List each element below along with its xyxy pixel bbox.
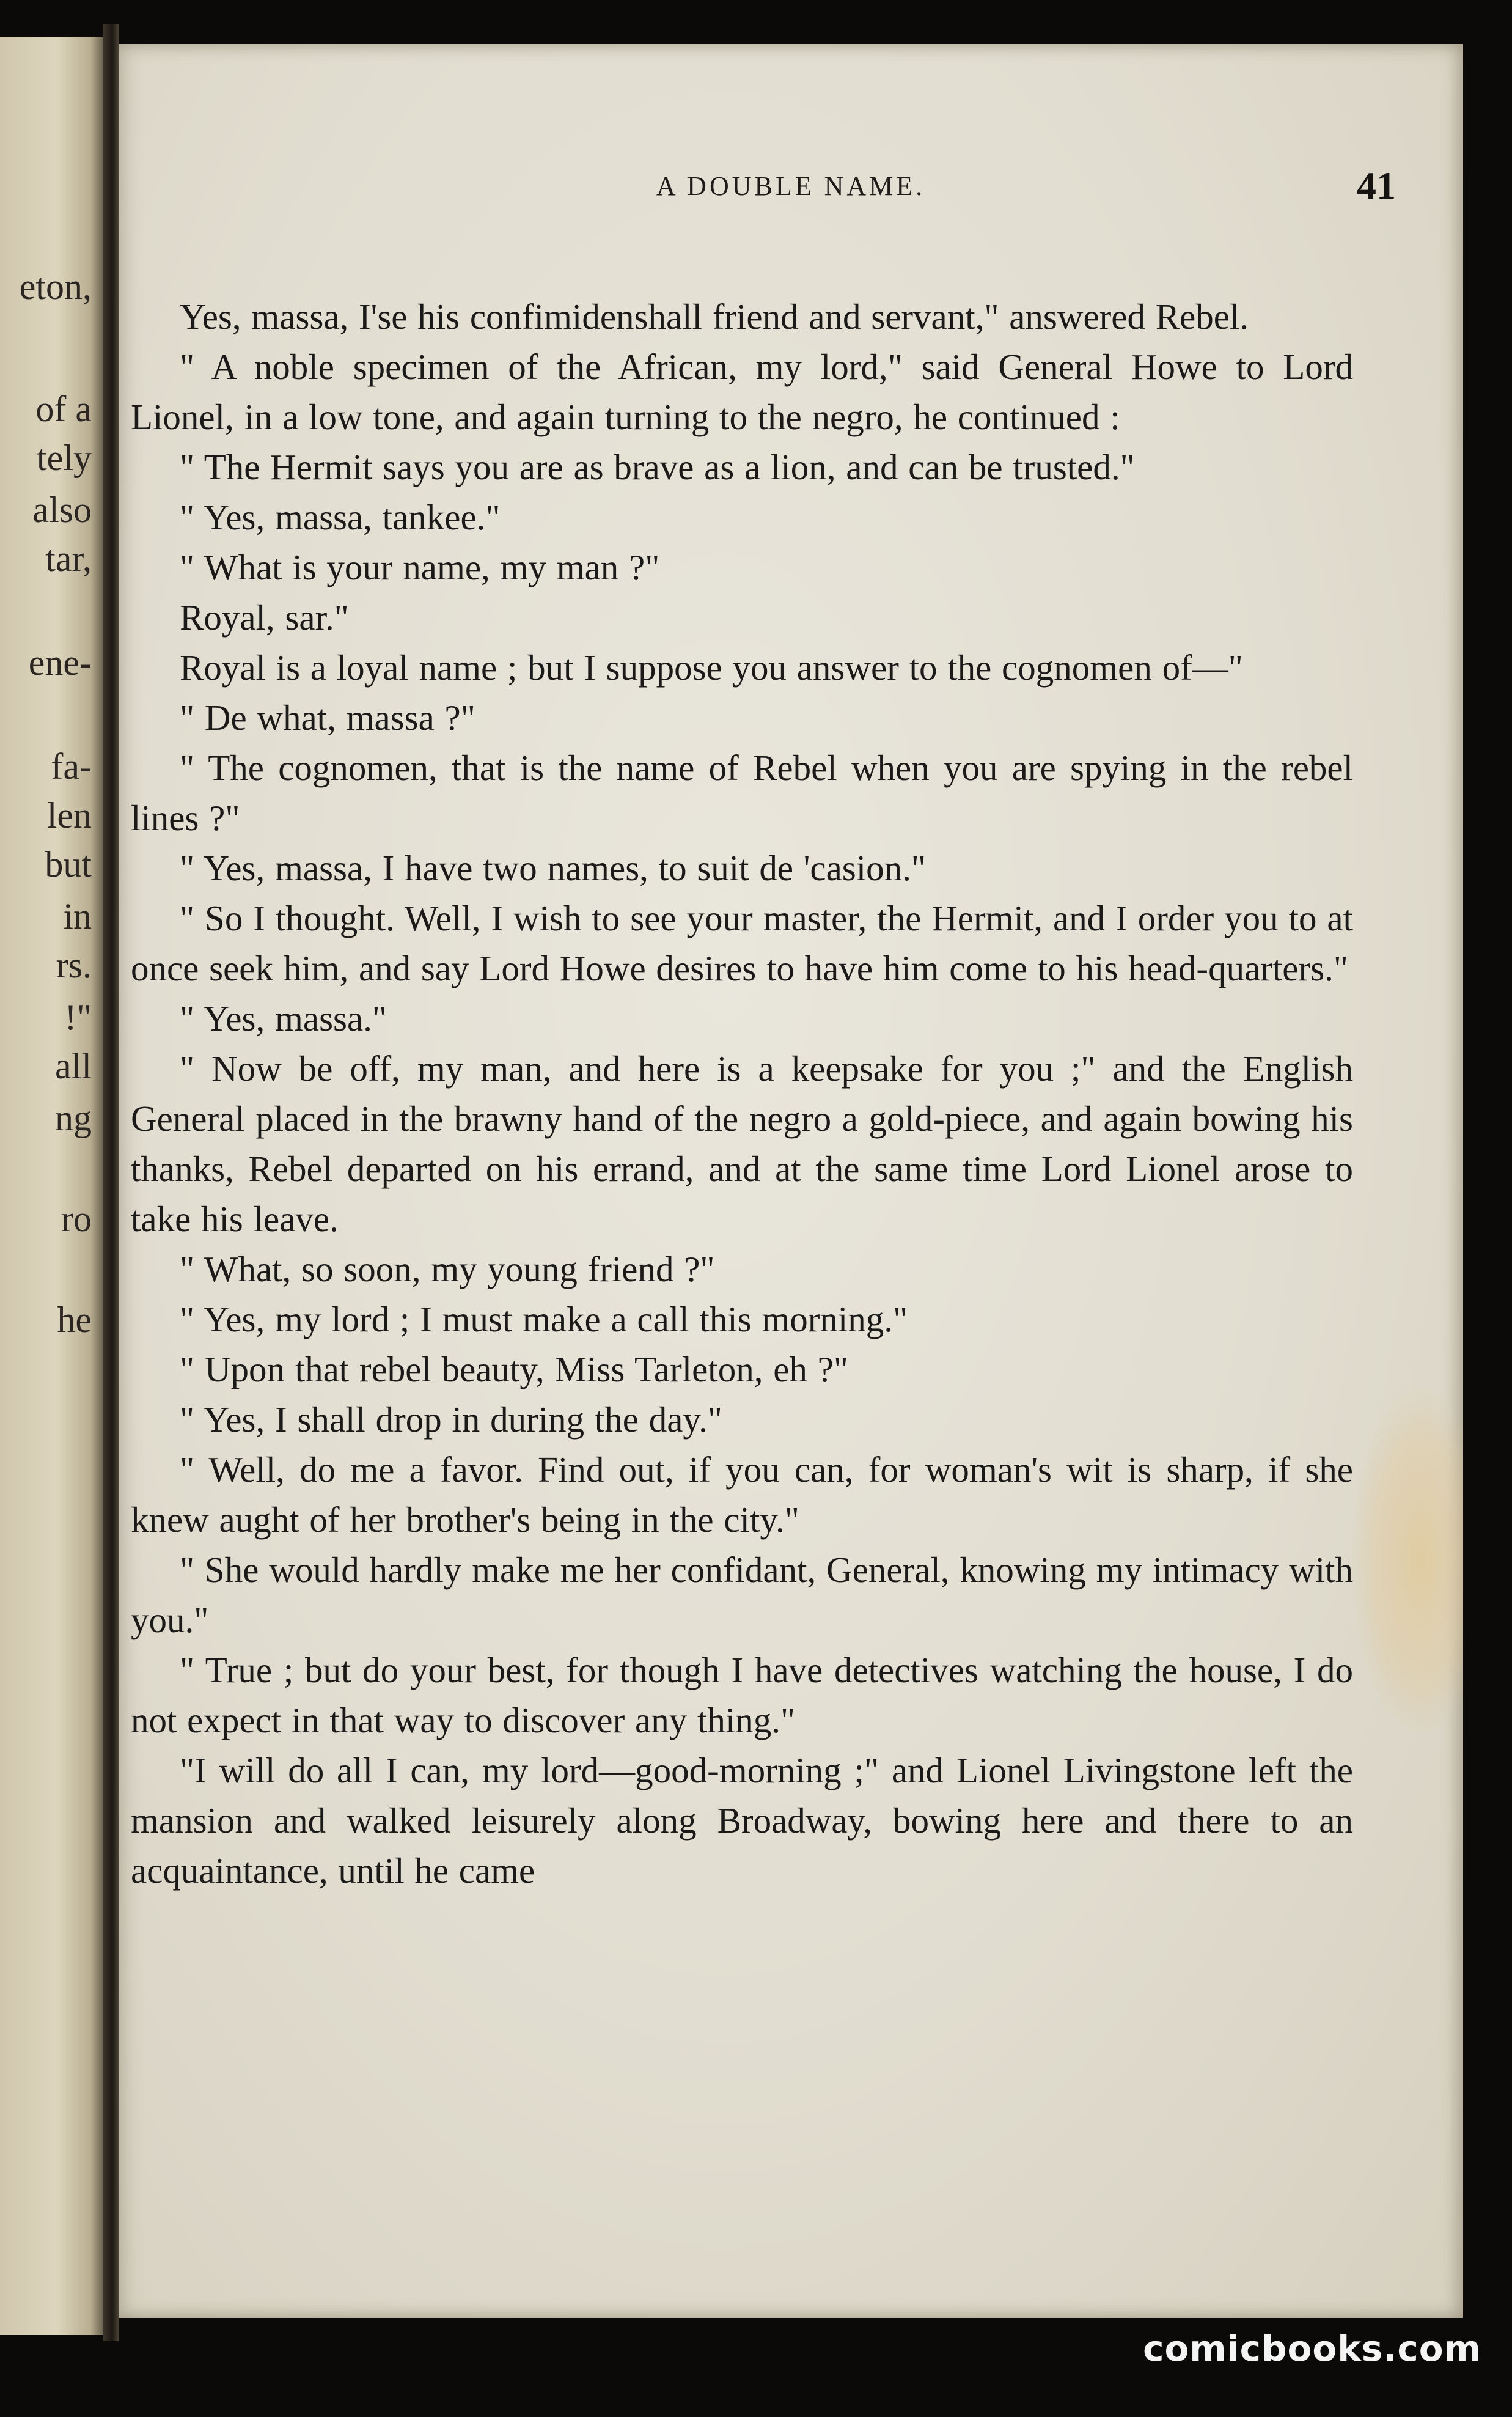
paragraph: " A noble specimen of the African, my lord," said General Howe to Lord Lionel, in a low tone, and again turning to the negro, he continued : bbox=[131, 347, 1353, 437]
facing-page-fragment: but bbox=[45, 844, 92, 885]
paragraph: " Well, do me a favor. Find out, if you can, for woman's wit is sharp, if she knew aught of her brother's being in the city." bbox=[131, 1449, 1353, 1540]
facing-page-fragment: len bbox=[46, 795, 92, 836]
facing-page-fragment: of a bbox=[35, 389, 92, 429]
watermark: comicbooks.com bbox=[1143, 2328, 1481, 2369]
paragraph: " She would hardly make me her confidant, General, knowing my intimacy with you." bbox=[131, 1550, 1353, 1640]
facing-page-fragment: he bbox=[57, 1300, 92, 1340]
page-stain bbox=[1353, 1389, 1463, 1731]
paragraph: "I will do all I can, my lord—good-morning ;" and Lionel Livingstone left the mansion and walked leisurely along Broadway, bowing here and there to an acquaintance, until he came bbox=[131, 1750, 1353, 1891]
facing-page-fragment: ng bbox=[55, 1098, 92, 1138]
paragraph: " What, so soon, my young friend ?" bbox=[180, 1249, 715, 1289]
paragraph: " Yes, massa, tankee." bbox=[180, 497, 501, 537]
facing-page-edge bbox=[0, 37, 103, 2335]
paragraph: Royal, sar." bbox=[180, 597, 349, 638]
paragraph: " Yes, massa, I have two names, to suit de 'casion." bbox=[180, 848, 926, 888]
facing-page-fragment: in bbox=[63, 896, 92, 936]
paragraph: " Upon that rebel beauty, Miss Tarleton, eh ?" bbox=[180, 1349, 848, 1389]
book-gutter bbox=[103, 24, 119, 2341]
paragraph: Yes, massa, I'se his confimidenshall friend and servant," answered Rebel. bbox=[180, 296, 1249, 337]
book-page bbox=[119, 44, 1463, 2318]
facing-page-fragment: fa- bbox=[51, 746, 92, 787]
facing-page-fragment: !" bbox=[64, 997, 92, 1037]
running-head bbox=[119, 163, 1463, 212]
page-number: 41 bbox=[1357, 164, 1396, 207]
paragraph: " Yes, I shall drop in during the day." bbox=[180, 1399, 722, 1440]
paragraph: " The cognomen, that is the name of Rebel when you are spying in the rebel lines ?" bbox=[131, 748, 1353, 838]
facing-page-fragment: all bbox=[55, 1046, 92, 1086]
facing-page-fragment: eton, bbox=[19, 267, 92, 307]
paragraph: " True ; but do your best, for though I have detectives watching the house, I do not expect in that way to discover any thing." bbox=[131, 1650, 1353, 1740]
facing-page-fragment: rs. bbox=[56, 945, 92, 985]
paragraph: " So I thought. Well, I wish to see your master, the Hermit, and I order you to at once seek him, and say Lord Howe desires to have him come to his head-quarters." bbox=[131, 898, 1353, 988]
paragraph: " Now be off, my man, and here is a keepsake for you ;" and the English General placed in the brawny hand of the negro a gold-piece, and again bowing his thanks, Rebel departed on his errand, and at the same time Lord Lionel arose to take his leave. bbox=[131, 1048, 1353, 1239]
facing-page-fragment: tar, bbox=[45, 539, 92, 579]
body-text bbox=[131, 292, 1353, 1896]
paragraph: " De what, massa ?" bbox=[180, 697, 475, 738]
paragraph: " Yes, massa." bbox=[180, 998, 387, 1039]
facing-page-fragment: tely bbox=[37, 438, 92, 478]
facing-page-fragment: also bbox=[32, 490, 92, 530]
paragraph: " Yes, my lord ; I must make a call this morning." bbox=[180, 1299, 908, 1339]
paragraph: " What is your name, my man ?" bbox=[180, 547, 660, 587]
running-head-title: A DOUBLE NAME. bbox=[656, 171, 926, 201]
facing-page-fragment: ene- bbox=[28, 642, 92, 683]
paragraph: Royal is a loyal name ; but I suppose you answer to the cognomen of—" bbox=[180, 647, 1243, 688]
paragraph: " The Hermit says you are as brave as a lion, and can be trusted." bbox=[180, 447, 1135, 487]
facing-page-fragment: ro bbox=[61, 1199, 92, 1239]
